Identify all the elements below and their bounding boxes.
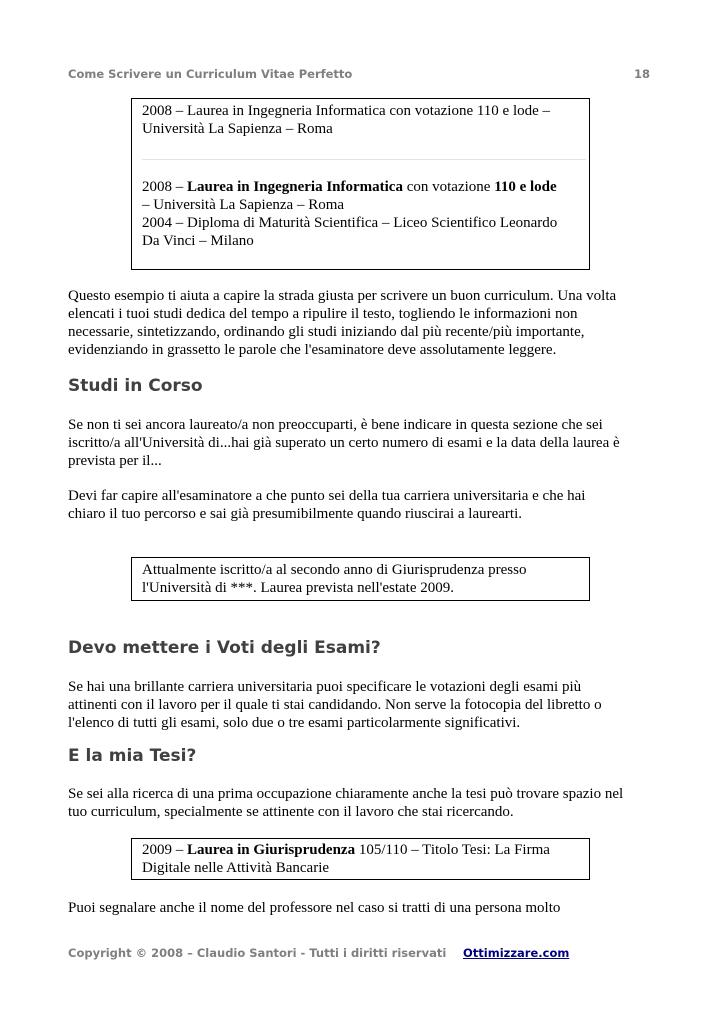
copyright-text: Copyright © 2008 – Claudio Santori - Tutti i diritti riservati xyxy=(68,946,447,960)
box-line: Digitale nelle Attività Bancarie xyxy=(142,860,330,876)
box-line xyxy=(142,178,588,196)
example-box-after xyxy=(142,178,588,250)
bold-degree: Laurea in Giurisprudenza xyxy=(187,842,356,858)
website-link[interactable]: Ottimizzare.com xyxy=(463,946,570,960)
text-line: necessarie, sintetizzando, ordinando gli studi iniziando dal più recente/più importante, xyxy=(68,324,585,340)
page-number: 18 xyxy=(633,67,650,81)
page-header xyxy=(68,67,650,85)
text-line: l'elenco di tutti gli esami, solo due o tre esami particolarmente significativi. xyxy=(68,715,521,731)
paragraph xyxy=(68,678,668,732)
box-line: – Università La Sapienza – Roma xyxy=(142,197,345,213)
text-line: Puoi segnalare anche il nome del professore nel caso si tratti di una persona molto xyxy=(68,900,561,916)
bold-grade: 110 e lode xyxy=(494,179,557,195)
paragraph xyxy=(68,287,668,359)
text-line: Devi far capire all'esaminatore a che punto sei della tua carriera universitaria e che hai xyxy=(68,488,586,504)
bold-degree: Laurea in Ingegneria Informatica xyxy=(187,179,403,195)
section-heading: Studi in Corso xyxy=(68,376,203,396)
text-run: 105/110 – Titolo Tesi: La Firma xyxy=(355,842,550,858)
page-footer xyxy=(68,946,570,960)
box-line: Attualmente iscritto/a al secondo anno di Giurisprudenza presso xyxy=(142,562,527,578)
text-line: tuo curriculum, specialmente se attinente con il lavoro che stai ricercando. xyxy=(68,804,514,820)
text-line: prevista per il... xyxy=(68,453,162,469)
example-box-thesis xyxy=(131,838,590,880)
divider xyxy=(142,159,586,160)
box-line: 2008 – Laurea in Ingegneria Informatica con votazione 110 e lode – xyxy=(142,103,551,119)
paragraph xyxy=(68,487,668,523)
paragraph xyxy=(68,785,668,821)
text-line: Se sei alla ricerca di una prima occupazione chiaramente anche la tesi può trovare spazio nel xyxy=(68,786,624,802)
text-line: attinenti con il lavoro per il quale ti stai candidando. Non serve la fotocopia del libretto o xyxy=(68,697,602,713)
text-run: 2008 – xyxy=(142,179,187,195)
box-line: l'Università di ***. Laurea prevista nell'estate 2009. xyxy=(142,580,454,596)
text-line: Se hai una brillante carriera universitaria puoi specificare le votazioni degli esami più xyxy=(68,679,582,695)
example-box-enrolled xyxy=(131,557,590,601)
text-line: chiaro il tuo percorso e sai già presumibilmente quando riuscirai a laurearti. xyxy=(68,506,523,522)
box-line xyxy=(142,841,585,859)
box-line: Da Vinci – Milano xyxy=(142,233,254,249)
text-run: 2009 – xyxy=(142,842,187,858)
document-title: Come Scrivere un Curriculum Vitae Perfetto xyxy=(68,67,353,81)
paragraph xyxy=(68,899,668,917)
text-line: Questo esempio ti aiuta a capire la strada giusta per scrivere un buon curriculum. Una volta xyxy=(68,288,617,304)
paragraph xyxy=(68,416,668,470)
box-line: 2004 – Diploma di Maturità Scientifica – Liceo Scientifico Leonardo xyxy=(142,215,558,231)
text-line: iscritto/a all'Università di...hai già superato un certo numero di esami e la data della laurea è xyxy=(68,435,620,451)
text-line: Se non ti sei ancora laureato/a non preoccuparti, è bene indicare in questa sezione che sei xyxy=(68,417,603,433)
text-run: con votazione xyxy=(402,179,495,195)
section-heading: Devo mettere i Voti degli Esami? xyxy=(68,638,381,658)
section-heading: E la mia Tesi? xyxy=(68,746,197,766)
box-line: Università La Sapienza – Roma xyxy=(142,121,333,137)
text-line: elencati i tuoi studi dedica del tempo a ripulire il testo, togliendo le informazioni non xyxy=(68,306,578,322)
text-line: evidenziando in grassetto le parole che l'esaminatore deve assolutamente leggere. xyxy=(68,342,557,358)
